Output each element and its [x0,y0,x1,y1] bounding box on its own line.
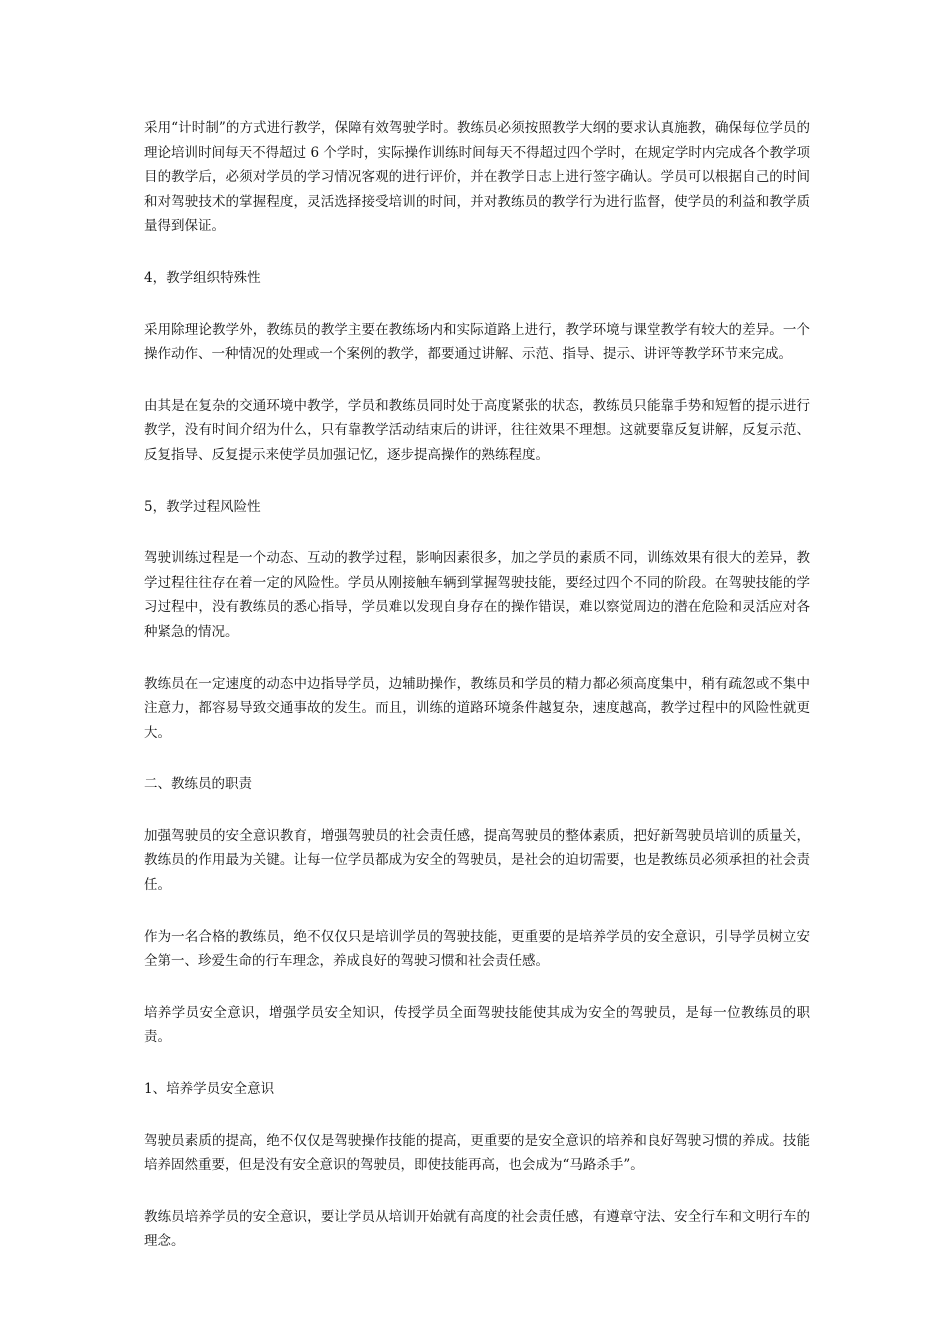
paragraph: 驾驶员素质的提高，绝不仅仅是驾驶操作技能的提高，更重要的是安全意识的培养和良好驾驶习惯的养成。技能培养固然重要，但是没有安全意识的驾驶员，即使技能再高，也会成为“马路杀手”。 [144,1132,810,1174]
paragraph: 教练员在一定速度的动态中边指导学员，边辅助操作，教练员和学员的精力都必须高度集中，稍有疏忽或不集中注意力，都容易导致交通事故的发生。而且，训练的道路环境条件越复杂，速度越高，教学过程中的风险性就更大。 [144,675,810,741]
paragraph: 作为一名合格的教练员，绝不仅仅只是培训学员的驾驶技能，更重要的是培养学员的安全意识，引导学员树立安全第一、珍爱生命的行车理念，养成良好的驾驶习惯和社会责任感。 [144,928,810,970]
paragraph: 采用“计时制”的方式进行教学，保障有效驾驶学时。教练员必须按照教学大纲的要求认真施教，确保每位学员的理论培训时间每天不得超过 6 个学时，实际操作训练时间每天不得超过四个学时，在规定学时内完成各个教学项目的教学后，必须对学员的学习情况客观的进行评价，并在教学日志上进行签字确认。学员可以根据自己的时间和对驾驶技术的掌握程度，灵活选择接受培训的时间，并对教练员的教学行为进行监督，使学员的利益和教学质量得到保证。 [144,120,810,235]
paragraph: 培养学员安全意识，增强学员安全知识，传授学员全面驾驶技能使其成为安全的驾驶员，是每一位教练员的职责。 [144,1004,810,1046]
section-heading: 4，教学组织特殊性 [144,269,261,286]
paragraph: 加强驾驶员的安全意识教育，增强驾驶员的社会责任感，提高驾驶员的整体素质，把好新驾驶员培训的质量关，教练员的作用最为关键。让每一位学员都成为安全的驾驶员，是社会的迫切需要，也是教练员必须承担的社会责任。 [144,827,810,894]
paragraph: 由其是在复杂的交通环境中教学，学员和教练员同时处于高度紧张的状态，教练员只能靠手势和短暂的提示进行教学，没有时间介绍为什么，只有靠教学活动结束后的讲评，往往效果不理想。这就要靠反复讲解，反复示范、反复指导、反复提示来使学员加强记忆，逐步提高操作的熟练程度。 [144,397,810,463]
section-heading: 二、教练员的职责 [144,776,252,793]
paragraph: 采用除理论教学外，教练员的教学主要在教练场内和实际道路上进行，教学环境与课堂教学有较大的差异。一个操作动作、一种情况的处理或一个案例的教学，都要通过讲解、示范、指导、提示、讲评等教学环节来完成。 [144,321,810,363]
paragraph: 教练员培养学员的安全意识，要让学员从培训开始就有高度的社会责任感，有遵章守法、安全行车和文明行车的理念。 [144,1208,810,1250]
section-heading: 1、培养学员安全意识 [144,1081,275,1098]
paragraph: 驾驶训练过程是一个动态、互动的教学过程，影响因素很多，加之学员的素质不同，训练效果有很大的差异，教学过程往往存在着一定的风险性。学员从刚接触车辆到掌握驾驶技能，要经过四个不同的阶段。在驾驶技能的学习过程中，没有教练员的悉心指导，学员难以发现自身存在的操作错误，难以察觉周边的潜在危险和灵活应对各种紧急的情况。 [144,550,810,640]
section-heading: 5，教学过程风险性 [144,498,261,515]
document-body [144,116,810,1281]
